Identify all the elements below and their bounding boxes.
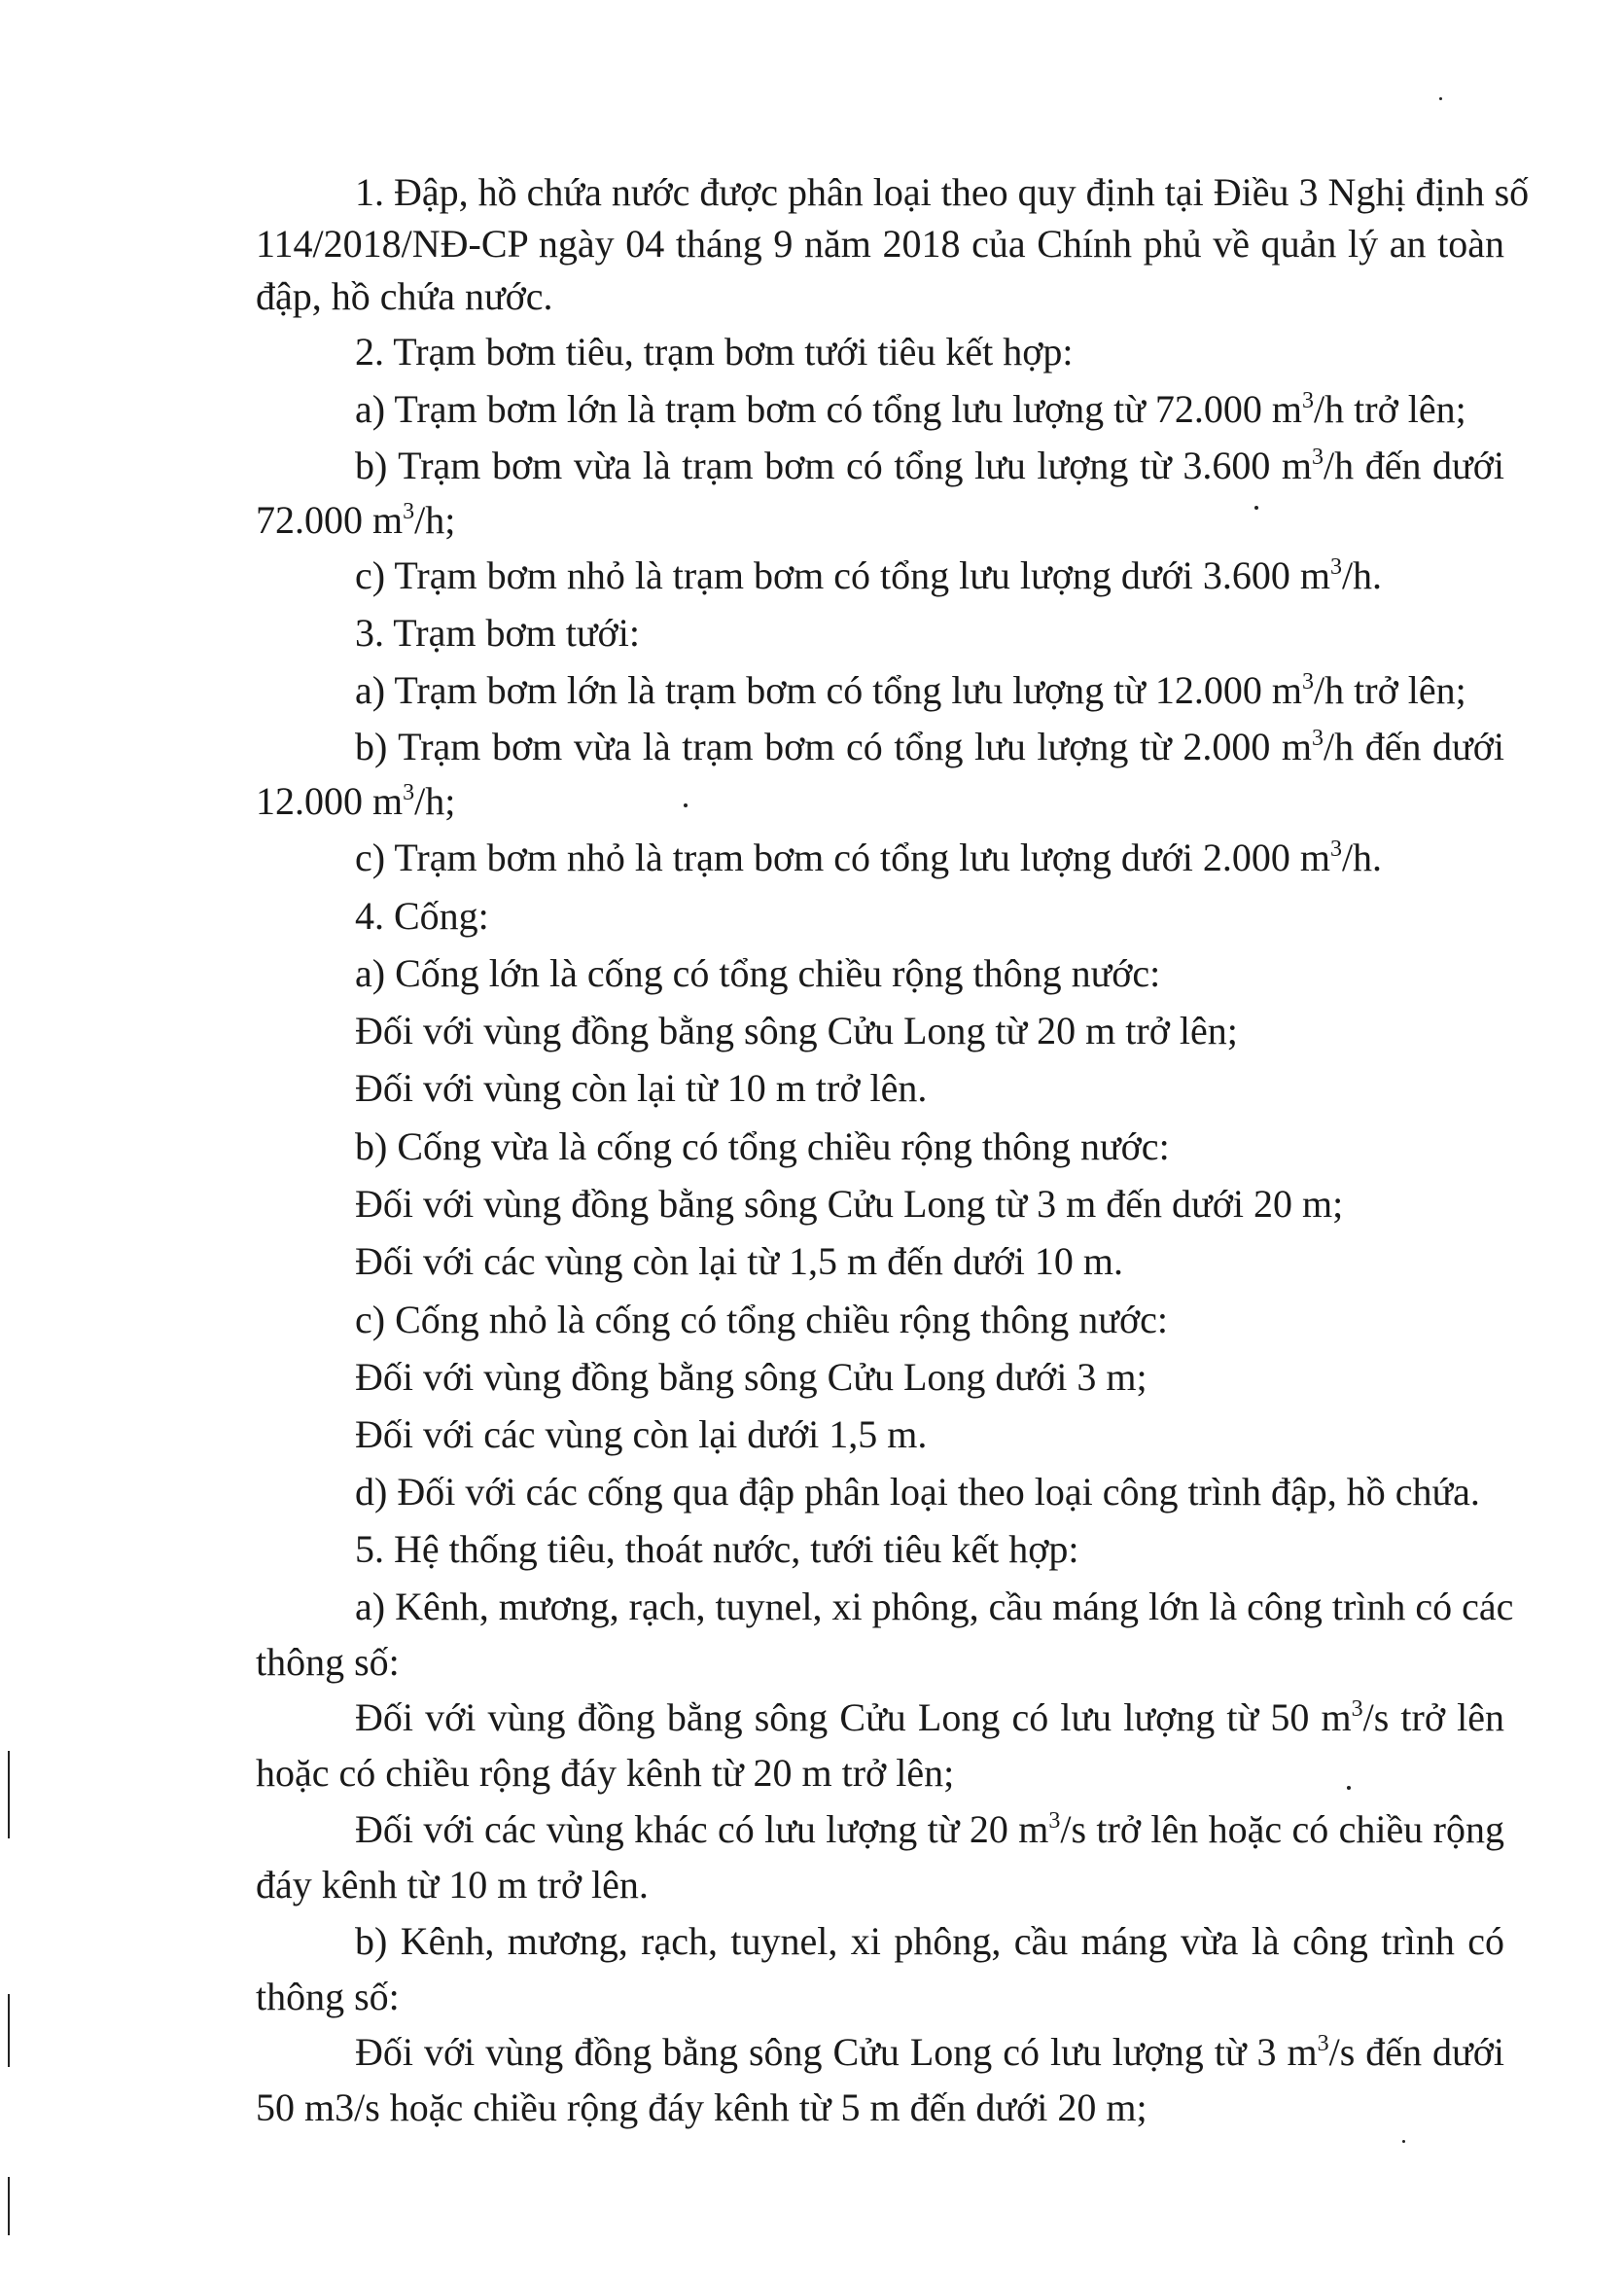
- paragraph-line: thông số:: [256, 1640, 400, 1684]
- paragraph-line: b) Kênh, mương, rạch, tuynel, xi phông, cầu máng vừa là công trình có: [355, 1919, 1504, 1963]
- paragraph-line: a) Kênh, mương, rạch, tuynel, xi phông, cầu máng lớn là công trình có các: [355, 1585, 1514, 1628]
- scan-speck: [1439, 97, 1442, 100]
- section-heading: 4. Cống:: [355, 894, 489, 938]
- section-heading: 5. Hệ thống tiêu, thoát nước, tưới tiêu kết hợp:: [355, 1527, 1079, 1571]
- scan-edge-line: [8, 1751, 10, 1838]
- paragraph-line: 50 m3/s hoặc chiều rộng đáy kênh từ 5 m đến dưới 20 m;: [256, 2085, 1147, 2129]
- scan-speck: [1402, 2140, 1405, 2143]
- scan-speck: [1347, 1786, 1351, 1790]
- paragraph-line: c) Trạm bơm nhỏ là trạm bơm có tổng lưu lượng dưới 2.000 $m^3/h$.: [355, 836, 1383, 879]
- paragraph-line: b) Cống vừa là cống có tổng chiều rộng thông nước:: [355, 1124, 1170, 1168]
- scan-speck: [684, 803, 688, 807]
- scan-edge-line: [8, 2177, 10, 2235]
- paragraph-line: a) Trạm bơm lớn là trạm bơm có tổng lưu lượng từ 72.000 $m^3/h$ trở lên;: [355, 387, 1466, 431]
- paragraph-line: Đối với vùng đồng bằng sông Cửu Long từ 3 m đến dưới 20 m;: [355, 1182, 1344, 1226]
- paragraph-line: Đối với vùng đồng bằng sông Cửu Long dưới 3 m;: [355, 1355, 1147, 1399]
- scan-edge-line: [8, 1994, 10, 2067]
- section-heading: 3. Trạm bơm tưới:: [355, 611, 640, 655]
- paragraph-line: thông số:: [256, 1975, 400, 2018]
- section-heading: 2. Trạm bơm tiêu, trạm bơm tưới tiêu kết hợp:: [355, 330, 1074, 374]
- paragraph-line: a) Cống lớn là cống có tổng chiều rộng thông nước:: [355, 951, 1161, 995]
- paragraph-line: Đối với các vùng còn lại dưới 1,5 m.: [355, 1412, 928, 1456]
- paragraph-line: Đối với vùng đồng bằng sông Cửu Long có lưu lượng từ 50 $m^3/s$ trở lên: [355, 1695, 1505, 1739]
- paragraph-line: 1. Đập, hồ chứa nước được phân loại theo quy định tại Điều 3 Nghị định số: [355, 170, 1530, 214]
- paragraph-line: 72.000 $m^3/h$;: [256, 498, 456, 542]
- paragraph-line: Đối với vùng đồng bằng sông Cửu Long từ 20 m trở lên;: [355, 1009, 1238, 1052]
- paragraph-line: đáy kênh từ 10 m trở lên.: [256, 1863, 649, 1907]
- paragraph-line: a) Trạm bơm lớn là trạm bơm có tổng lưu lượng từ 12.000 $m^3/h$ trở lên;: [355, 668, 1466, 712]
- scan-speck: [1254, 506, 1258, 510]
- paragraph-line: Đối với các vùng còn lại từ 1,5 m đến dưới 10 m.: [355, 1239, 1123, 1283]
- paragraph-line: Đối với vùng còn lại từ 10 m trở lên.: [355, 1066, 928, 1110]
- paragraph-line: hoặc có chiều rộng đáy kênh từ 20 m trở lên;: [256, 1751, 955, 1795]
- paragraph-line: b) Trạm bơm vừa là trạm bơm có tổng lưu lượng từ 3.600 $m^3/h$ đến dưới: [355, 444, 1504, 487]
- paragraph-line: d) Đối với các cống qua đập phân loại theo loại công trình đập, hồ chứa.: [355, 1470, 1480, 1514]
- paragraph-line: c) Trạm bơm nhỏ là trạm bơm có tổng lưu lượng dưới 3.600 $m^3/h$.: [355, 553, 1383, 597]
- paragraph-line: đập, hồ chứa nước.: [256, 274, 553, 318]
- paragraph-line: Đối với các vùng khác có lưu lượng từ 20 $m^3/s$ trở lên hoặc có chiều rộng: [355, 1807, 1504, 1851]
- paragraph-line: 12.000 $m^3/h$;: [256, 779, 456, 823]
- paragraph-line: Đối với vùng đồng bằng sông Cửu Long có lưu lượng từ 3 $m^3/s$ đến dưới: [355, 2030, 1504, 2074]
- paragraph-line: b) Trạm bơm vừa là trạm bơm có tổng lưu lượng từ 2.000 $m^3/h$ đến dưới: [355, 725, 1504, 768]
- paragraph-line: c) Cống nhỏ là cống có tổng chiều rộng thông nước:: [355, 1298, 1168, 1341]
- paragraph-line: 114/2018/NĐ-CP ngày 04 tháng 9 năm 2018 của Chính phủ về quản lý an toàn: [256, 222, 1504, 266]
